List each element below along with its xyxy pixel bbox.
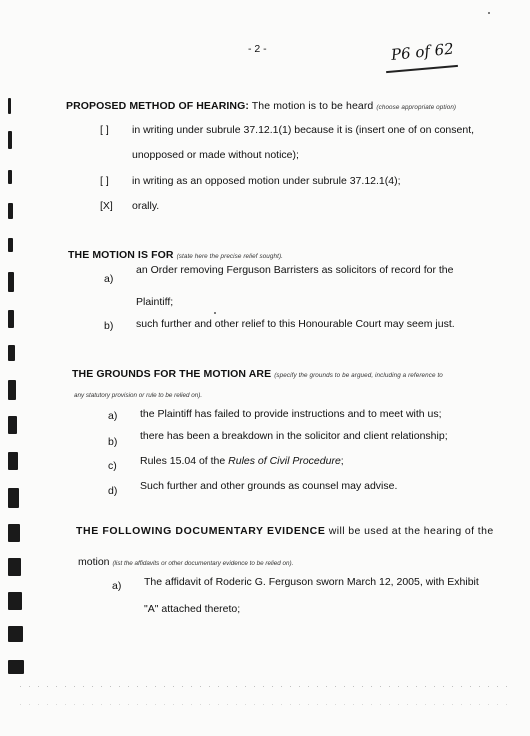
evidence-item-a-text: The affidavit of Roderic G. Ferguson sworn March 12, 2005, with Exhibit bbox=[144, 576, 479, 588]
scan-mark bbox=[8, 416, 17, 434]
grounds-item-c-label: c) bbox=[108, 460, 117, 472]
scan-mark bbox=[8, 524, 20, 542]
hearing-heading: PROPOSED METHOD OF HEARING: The motion is to be heard (choose appropriate option) bbox=[66, 100, 457, 112]
handwritten-annotation: P6 of 62 bbox=[390, 39, 455, 64]
scan-mark bbox=[8, 592, 22, 610]
scan-mark bbox=[8, 203, 13, 219]
scan-mark bbox=[8, 170, 12, 184]
evidence-heading-cont: motion (list the affidavits or other documentary evidence to be relied on). bbox=[78, 556, 294, 568]
scan-speck bbox=[488, 12, 490, 14]
evidence-heading: THE FOLLOWING DOCUMENTARY EVIDENCE will be used at the hearing of the bbox=[76, 525, 494, 537]
hearing-option-2-text: in writing as an opposed motion under subrule 37.12.1(4); bbox=[132, 175, 401, 187]
scan-mark bbox=[8, 131, 12, 149]
grounds-item-a-text: the Plaintiff has failed to provide instructions and to meet with us; bbox=[140, 408, 442, 420]
scan-mark bbox=[8, 98, 11, 114]
scan-mark bbox=[8, 380, 16, 400]
scan-mark bbox=[8, 452, 18, 470]
grounds-heading: THE GROUNDS FOR THE MOTION ARE (specify the grounds to be argued, including a reference to bbox=[72, 368, 443, 380]
hearing-option-2-checkbox: [ ] bbox=[100, 175, 109, 187]
scan-noise bbox=[20, 686, 510, 687]
scan-mark bbox=[8, 660, 24, 674]
scan-mark bbox=[8, 558, 21, 576]
scan-noise bbox=[20, 704, 510, 705]
grounds-item-d-text: Such further and other grounds as counsel may advise. bbox=[140, 480, 398, 492]
hearing-option-3-checkbox: [X] bbox=[100, 200, 113, 212]
grounds-note: any statutory provision or rule to be relied on). bbox=[74, 392, 203, 399]
scan-mark bbox=[8, 345, 15, 361]
grounds-item-d-label: d) bbox=[108, 485, 118, 497]
scan-mark bbox=[8, 238, 13, 252]
motion-item-b-text: such further and other relief to this Honourable Court may seem just. bbox=[136, 318, 455, 330]
grounds-item-c-text: Rules 15.04 of the Rules of Civil Procedure; bbox=[140, 455, 344, 467]
scan-mark bbox=[8, 310, 14, 328]
hearing-option-1-checkbox: [ ] bbox=[100, 124, 109, 136]
motion-item-a-text-cont: Plaintiff; bbox=[136, 296, 174, 308]
scan-speck bbox=[214, 312, 216, 314]
handwritten-underline bbox=[386, 65, 458, 73]
motion-item-b-label: b) bbox=[104, 320, 114, 332]
motion-heading: THE MOTION IS FOR (state here the precise relief sought). bbox=[68, 249, 284, 261]
scan-mark bbox=[8, 488, 19, 508]
hearing-option-3-text: orally. bbox=[132, 200, 160, 212]
scan-mark bbox=[8, 272, 14, 292]
hearing-option-1-text: in writing under subrule 37.12.1(1) because it is (insert one of on consent, bbox=[132, 124, 475, 136]
motion-item-a-text: an Order removing Ferguson Barristers as solicitors of record for the bbox=[136, 264, 454, 276]
grounds-item-a-label: a) bbox=[108, 410, 118, 422]
grounds-item-b-label: b) bbox=[108, 436, 118, 448]
scan-mark bbox=[8, 626, 23, 642]
page-number: - 2 - bbox=[248, 43, 267, 55]
motion-item-a-label: a) bbox=[104, 273, 114, 285]
grounds-item-b-text: there has been a breakdown in the solicitor and client relationship; bbox=[140, 430, 448, 442]
evidence-item-a-label: a) bbox=[112, 580, 122, 592]
hearing-option-1-text-cont: unopposed or made without notice); bbox=[132, 149, 299, 161]
evidence-item-a-text-cont: "A" attached thereto; bbox=[144, 603, 241, 615]
